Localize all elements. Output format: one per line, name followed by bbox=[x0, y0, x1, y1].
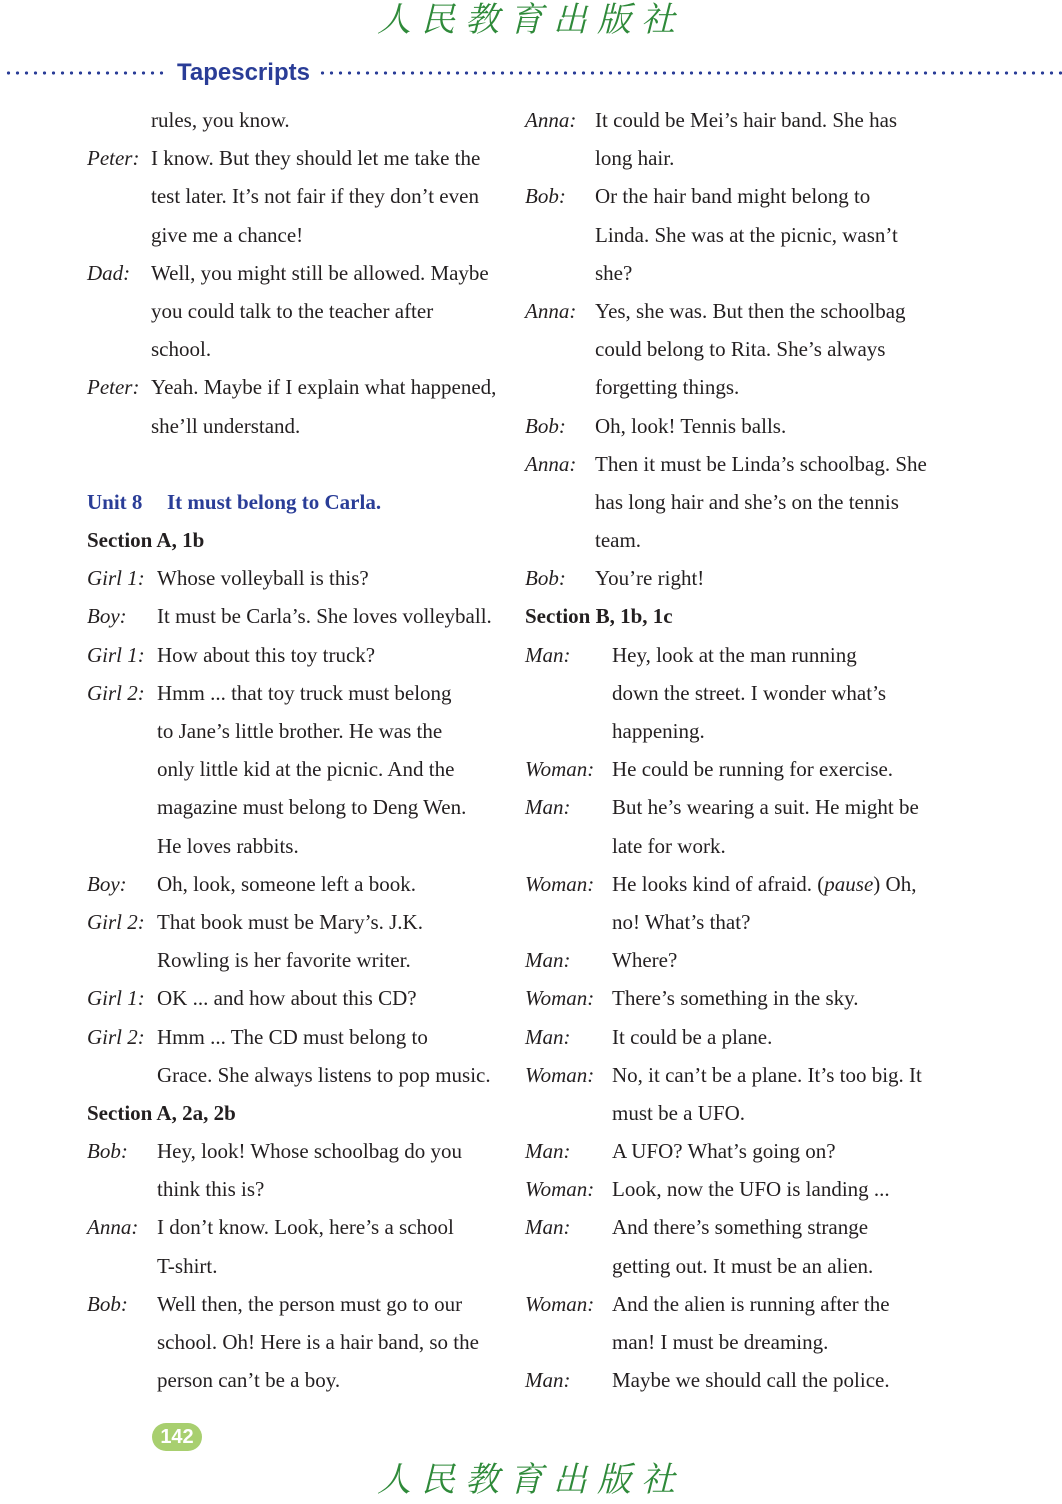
dialogue-line bbox=[87, 1208, 527, 1246]
dialogue-text: man! I must be dreaming. bbox=[612, 1330, 829, 1354]
dialogue-line bbox=[87, 139, 527, 177]
dialogue-text: Yeah. Maybe if I explain what happened, bbox=[151, 375, 497, 400]
dialogue-text: And the alien is running after the bbox=[612, 1291, 890, 1316]
dialogue-line bbox=[525, 445, 965, 483]
dialogue-text: has long hair and she’s on the tennis bbox=[595, 489, 899, 514]
dialogue-line bbox=[525, 788, 965, 826]
dialogue-text: happening. bbox=[612, 719, 705, 743]
dialogue-text: late for work. bbox=[612, 833, 726, 858]
speaker-name: Girl 1: bbox=[87, 986, 145, 1011]
dialogue-text: Hmm ... that toy truck must belong bbox=[157, 680, 452, 705]
speaker-name: Man: bbox=[525, 642, 571, 667]
speaker-name: Anna: bbox=[525, 108, 577, 132]
section-heading: Section B, 1b, 1c bbox=[525, 604, 673, 629]
speaker-name: Bob: bbox=[87, 1139, 128, 1164]
dialogue-line bbox=[87, 750, 527, 788]
speaker-name: Woman: bbox=[525, 1062, 595, 1087]
dialogue-line bbox=[525, 674, 965, 712]
dialogue-text: getting out. It must be an alien. bbox=[612, 1253, 874, 1278]
dialogue-line bbox=[87, 559, 527, 597]
dialogue-text: There’s something in the sky. bbox=[612, 986, 859, 1011]
dotted-rule-right bbox=[318, 71, 1062, 75]
header-title: Tapescripts bbox=[177, 59, 310, 86]
speaker-name: Anna: bbox=[525, 298, 577, 323]
speaker-name: Man: bbox=[525, 1368, 571, 1393]
dialogue-line bbox=[87, 330, 527, 368]
dialogue-line bbox=[87, 979, 527, 1017]
dialogue-line bbox=[87, 636, 527, 674]
dialogue-text: You’re right! bbox=[595, 566, 705, 591]
speaker-name: Man: bbox=[525, 795, 571, 820]
dialogue-line bbox=[525, 177, 965, 215]
dialogue-line bbox=[87, 674, 527, 712]
dialogue-text: I don’t know. Look, here’s a school bbox=[157, 1215, 454, 1240]
dialogue-line bbox=[525, 521, 965, 559]
dialogue-line bbox=[87, 597, 527, 635]
page-number-badge: 142 bbox=[152, 1423, 202, 1451]
dialogue-text: Hey, look! Whose schoolbag do you bbox=[157, 1139, 463, 1164]
dialogue-text: give me a chance! bbox=[151, 222, 304, 247]
dialogue-line bbox=[525, 1247, 965, 1285]
dialogue-text: down the street. I wonder what’s bbox=[612, 680, 887, 705]
dialogue-text: No, it can’t be a plane. It’s too big. It bbox=[612, 1062, 922, 1087]
speaker-name: Boy: bbox=[87, 871, 127, 896]
dialogue-line bbox=[525, 139, 965, 177]
dialogue-line bbox=[525, 636, 965, 674]
dialogue-line bbox=[87, 788, 527, 826]
speaker-name: Man: bbox=[525, 1215, 571, 1240]
speaker-name: Woman: bbox=[525, 1291, 595, 1316]
dialogue-line bbox=[87, 1170, 527, 1208]
dialogue-line bbox=[87, 101, 527, 139]
dialogue-line bbox=[87, 407, 527, 445]
dialogue-text: Whose volleyball is this? bbox=[157, 566, 369, 591]
dotted-rule-left bbox=[4, 71, 164, 75]
speaker-name: Woman: bbox=[525, 1177, 595, 1202]
publisher-logo-bottom: 人民教育出版社 bbox=[377, 1460, 685, 1500]
section-heading: Section A, 1b bbox=[87, 528, 205, 553]
dialogue-line bbox=[525, 1170, 965, 1208]
dialogue-line bbox=[87, 1323, 527, 1361]
dialogue-text: Yes, she was. But then the schoolbag bbox=[595, 298, 906, 323]
dialogue-text: person can’t be a boy. bbox=[157, 1368, 341, 1393]
dialogue-line bbox=[87, 1361, 527, 1399]
unit-number: Unit 8 bbox=[87, 489, 143, 514]
unit-title: It must belong to Carla. bbox=[167, 489, 382, 514]
speaker-name: Bob: bbox=[525, 566, 566, 591]
dialogue-text: team. bbox=[595, 528, 642, 553]
left-column bbox=[87, 101, 527, 1399]
unit-heading bbox=[87, 483, 527, 521]
speaker-name: Woman: bbox=[525, 986, 595, 1011]
dialogue-line bbox=[525, 254, 965, 292]
speaker-name: Bob: bbox=[87, 1291, 128, 1316]
dialogue-text: Oh, look! Tennis balls. bbox=[595, 413, 787, 438]
speaker-name: Boy: bbox=[87, 604, 127, 629]
speaker-name: Woman: bbox=[525, 871, 595, 896]
dialogue-line bbox=[525, 979, 965, 1017]
dialogue-line bbox=[525, 827, 965, 865]
dialogue-line bbox=[525, 1132, 965, 1170]
dialogue-text: Hmm ... The CD must belong to bbox=[157, 1024, 428, 1049]
dialogue-text: no! What’s that? bbox=[612, 909, 751, 934]
dialogue-text: forgetting things. bbox=[595, 375, 740, 400]
dialogue-text: think this is? bbox=[157, 1177, 265, 1202]
dialogue-line bbox=[525, 216, 965, 254]
dialogue-line bbox=[525, 101, 965, 139]
dialogue-line bbox=[525, 1056, 965, 1094]
dialogue-text: Rowling is her favorite writer. bbox=[157, 948, 411, 973]
speaker-name: Woman: bbox=[525, 757, 595, 782]
blank-line bbox=[87, 445, 527, 483]
dialogue-line bbox=[87, 216, 527, 254]
dialogue-text: rules, you know. bbox=[151, 108, 290, 132]
dialogue-text: It must be Carla’s. She loves volleyball. bbox=[157, 604, 492, 629]
speaker-name: Anna: bbox=[87, 1215, 139, 1240]
dialogue-text: school. Oh! Here is a hair band, so the bbox=[157, 1330, 479, 1354]
dialogue-text: long hair. bbox=[595, 146, 675, 171]
dialogue-text: you could talk to the teacher after bbox=[151, 298, 434, 323]
right-column bbox=[525, 101, 965, 1399]
dialogue-text: It could be Mei’s hair band. She has bbox=[595, 108, 898, 132]
speaker-name: Girl 1: bbox=[87, 566, 145, 591]
dialogue-text: Look, now the UFO is landing ... bbox=[612, 1177, 890, 1202]
dialogue-line bbox=[87, 712, 527, 750]
speaker-name: Peter: bbox=[87, 375, 140, 400]
dialogue-line bbox=[525, 750, 965, 788]
dialogue-line bbox=[87, 1018, 527, 1056]
speaker-name: Man: bbox=[525, 948, 571, 973]
section-heading: Section A, 2a, 2b bbox=[87, 1100, 236, 1125]
speaker-name: Girl 1: bbox=[87, 642, 145, 667]
dialogue-line bbox=[87, 1132, 527, 1170]
dialogue-text: Hey, look at the man running bbox=[612, 642, 857, 667]
dialogue-text: OK ... and how about this CD? bbox=[157, 986, 417, 1011]
speaker-name: Girl 2: bbox=[87, 909, 145, 934]
dialogue-text: school. bbox=[151, 337, 212, 362]
speaker-name: Bob: bbox=[525, 184, 566, 209]
dialogue-line bbox=[87, 292, 527, 330]
publisher-logo-top: 人民教育出版社 bbox=[377, 0, 685, 40]
speaker-name: Girl 2: bbox=[87, 1024, 145, 1049]
dialogue-text: Well, you might still be allowed. Maybe bbox=[151, 260, 489, 285]
dialogue-text: she? bbox=[595, 260, 633, 285]
dialogue-text: Where? bbox=[612, 948, 678, 973]
dialogue-text: Or the hair band might belong to bbox=[595, 184, 871, 209]
dialogue-text: to Jane’s little brother. He was the bbox=[157, 719, 443, 743]
speaker-name: Man: bbox=[525, 1139, 571, 1164]
dialogue-text: Maybe we should call the police. bbox=[612, 1368, 890, 1393]
dialogue-line bbox=[525, 407, 965, 445]
dialogue-line bbox=[525, 1361, 965, 1399]
dialogue-text: A UFO? What’s going on? bbox=[612, 1139, 836, 1164]
dialogue-line bbox=[525, 1208, 965, 1246]
dialogue-line bbox=[87, 865, 527, 903]
dialogue-line bbox=[525, 1285, 965, 1323]
dialogue-text: magazine must belong to Deng Wen. bbox=[157, 795, 467, 820]
dialogue-line bbox=[525, 712, 965, 750]
dialogue-text: only little kid at the picnic. And the bbox=[157, 757, 455, 782]
dialogue-line bbox=[525, 865, 965, 903]
page-header bbox=[0, 56, 1062, 90]
speaker-name: Anna: bbox=[525, 451, 577, 476]
dialogue-line bbox=[525, 292, 965, 330]
dialogue-line bbox=[525, 368, 965, 406]
dialogue-line bbox=[525, 903, 965, 941]
dialogue-text: He loves rabbits. bbox=[157, 833, 299, 858]
dialogue-text: she’ll understand. bbox=[151, 413, 301, 438]
dialogue-line bbox=[525, 483, 965, 521]
speaker-name: Bob: bbox=[525, 413, 566, 438]
dialogue-line bbox=[87, 368, 527, 406]
dialogue-text: must be a UFO. bbox=[612, 1100, 745, 1125]
dialogue-line bbox=[87, 827, 527, 865]
dialogue-text: And there’s something strange bbox=[612, 1215, 869, 1240]
dialogue-line bbox=[525, 941, 965, 979]
dialogue-text: T-shirt. bbox=[157, 1253, 218, 1278]
dialogue-text: could belong to Rita. She’s always bbox=[595, 337, 886, 362]
speaker-name: Man: bbox=[525, 1024, 571, 1049]
dialogue-text: That book must be Mary’s. J.K. bbox=[157, 909, 423, 934]
dialogue-text: But he’s wearing a suit. He might be bbox=[612, 795, 919, 820]
speaker-name: Dad: bbox=[87, 260, 131, 285]
speaker-name: Peter: bbox=[87, 146, 140, 171]
dialogue-text: Then it must be Linda’s schoolbag. She bbox=[595, 451, 927, 476]
dialogue-line bbox=[525, 1323, 965, 1361]
dialogue-text: Grace. She always listens to pop music. bbox=[157, 1062, 491, 1087]
dialogue-line bbox=[525, 1018, 965, 1056]
dialogue-line bbox=[87, 254, 527, 292]
dialogue-line bbox=[87, 1247, 527, 1285]
dialogue-text: Oh, look, someone left a book. bbox=[157, 871, 416, 896]
dialogue-text: test later. It’s not fair if they don’t even bbox=[151, 184, 479, 209]
dialogue-text: Linda. She was at the picnic, wasn’t bbox=[595, 222, 898, 247]
dialogue-text: How about this toy truck? bbox=[157, 642, 376, 667]
dialogue-text: He could be running for exercise. bbox=[612, 757, 894, 782]
dialogue-line bbox=[87, 1285, 527, 1323]
dialogue-text: He looks kind of afraid. (pause) Oh, bbox=[612, 871, 917, 896]
dialogue-line bbox=[87, 1056, 527, 1094]
dialogue-text: It could be a plane. bbox=[612, 1024, 773, 1049]
dialogue-line bbox=[525, 559, 965, 597]
dialogue-line bbox=[525, 1094, 965, 1132]
dialogue-text: I know. But they should let me take the bbox=[151, 146, 481, 171]
dialogue-line bbox=[87, 941, 527, 979]
dialogue-line bbox=[525, 330, 965, 368]
speaker-name: Girl 2: bbox=[87, 680, 145, 705]
dialogue-text: Well then, the person must go to our bbox=[157, 1291, 463, 1316]
dialogue-line bbox=[87, 903, 527, 941]
dialogue-line bbox=[87, 177, 527, 215]
